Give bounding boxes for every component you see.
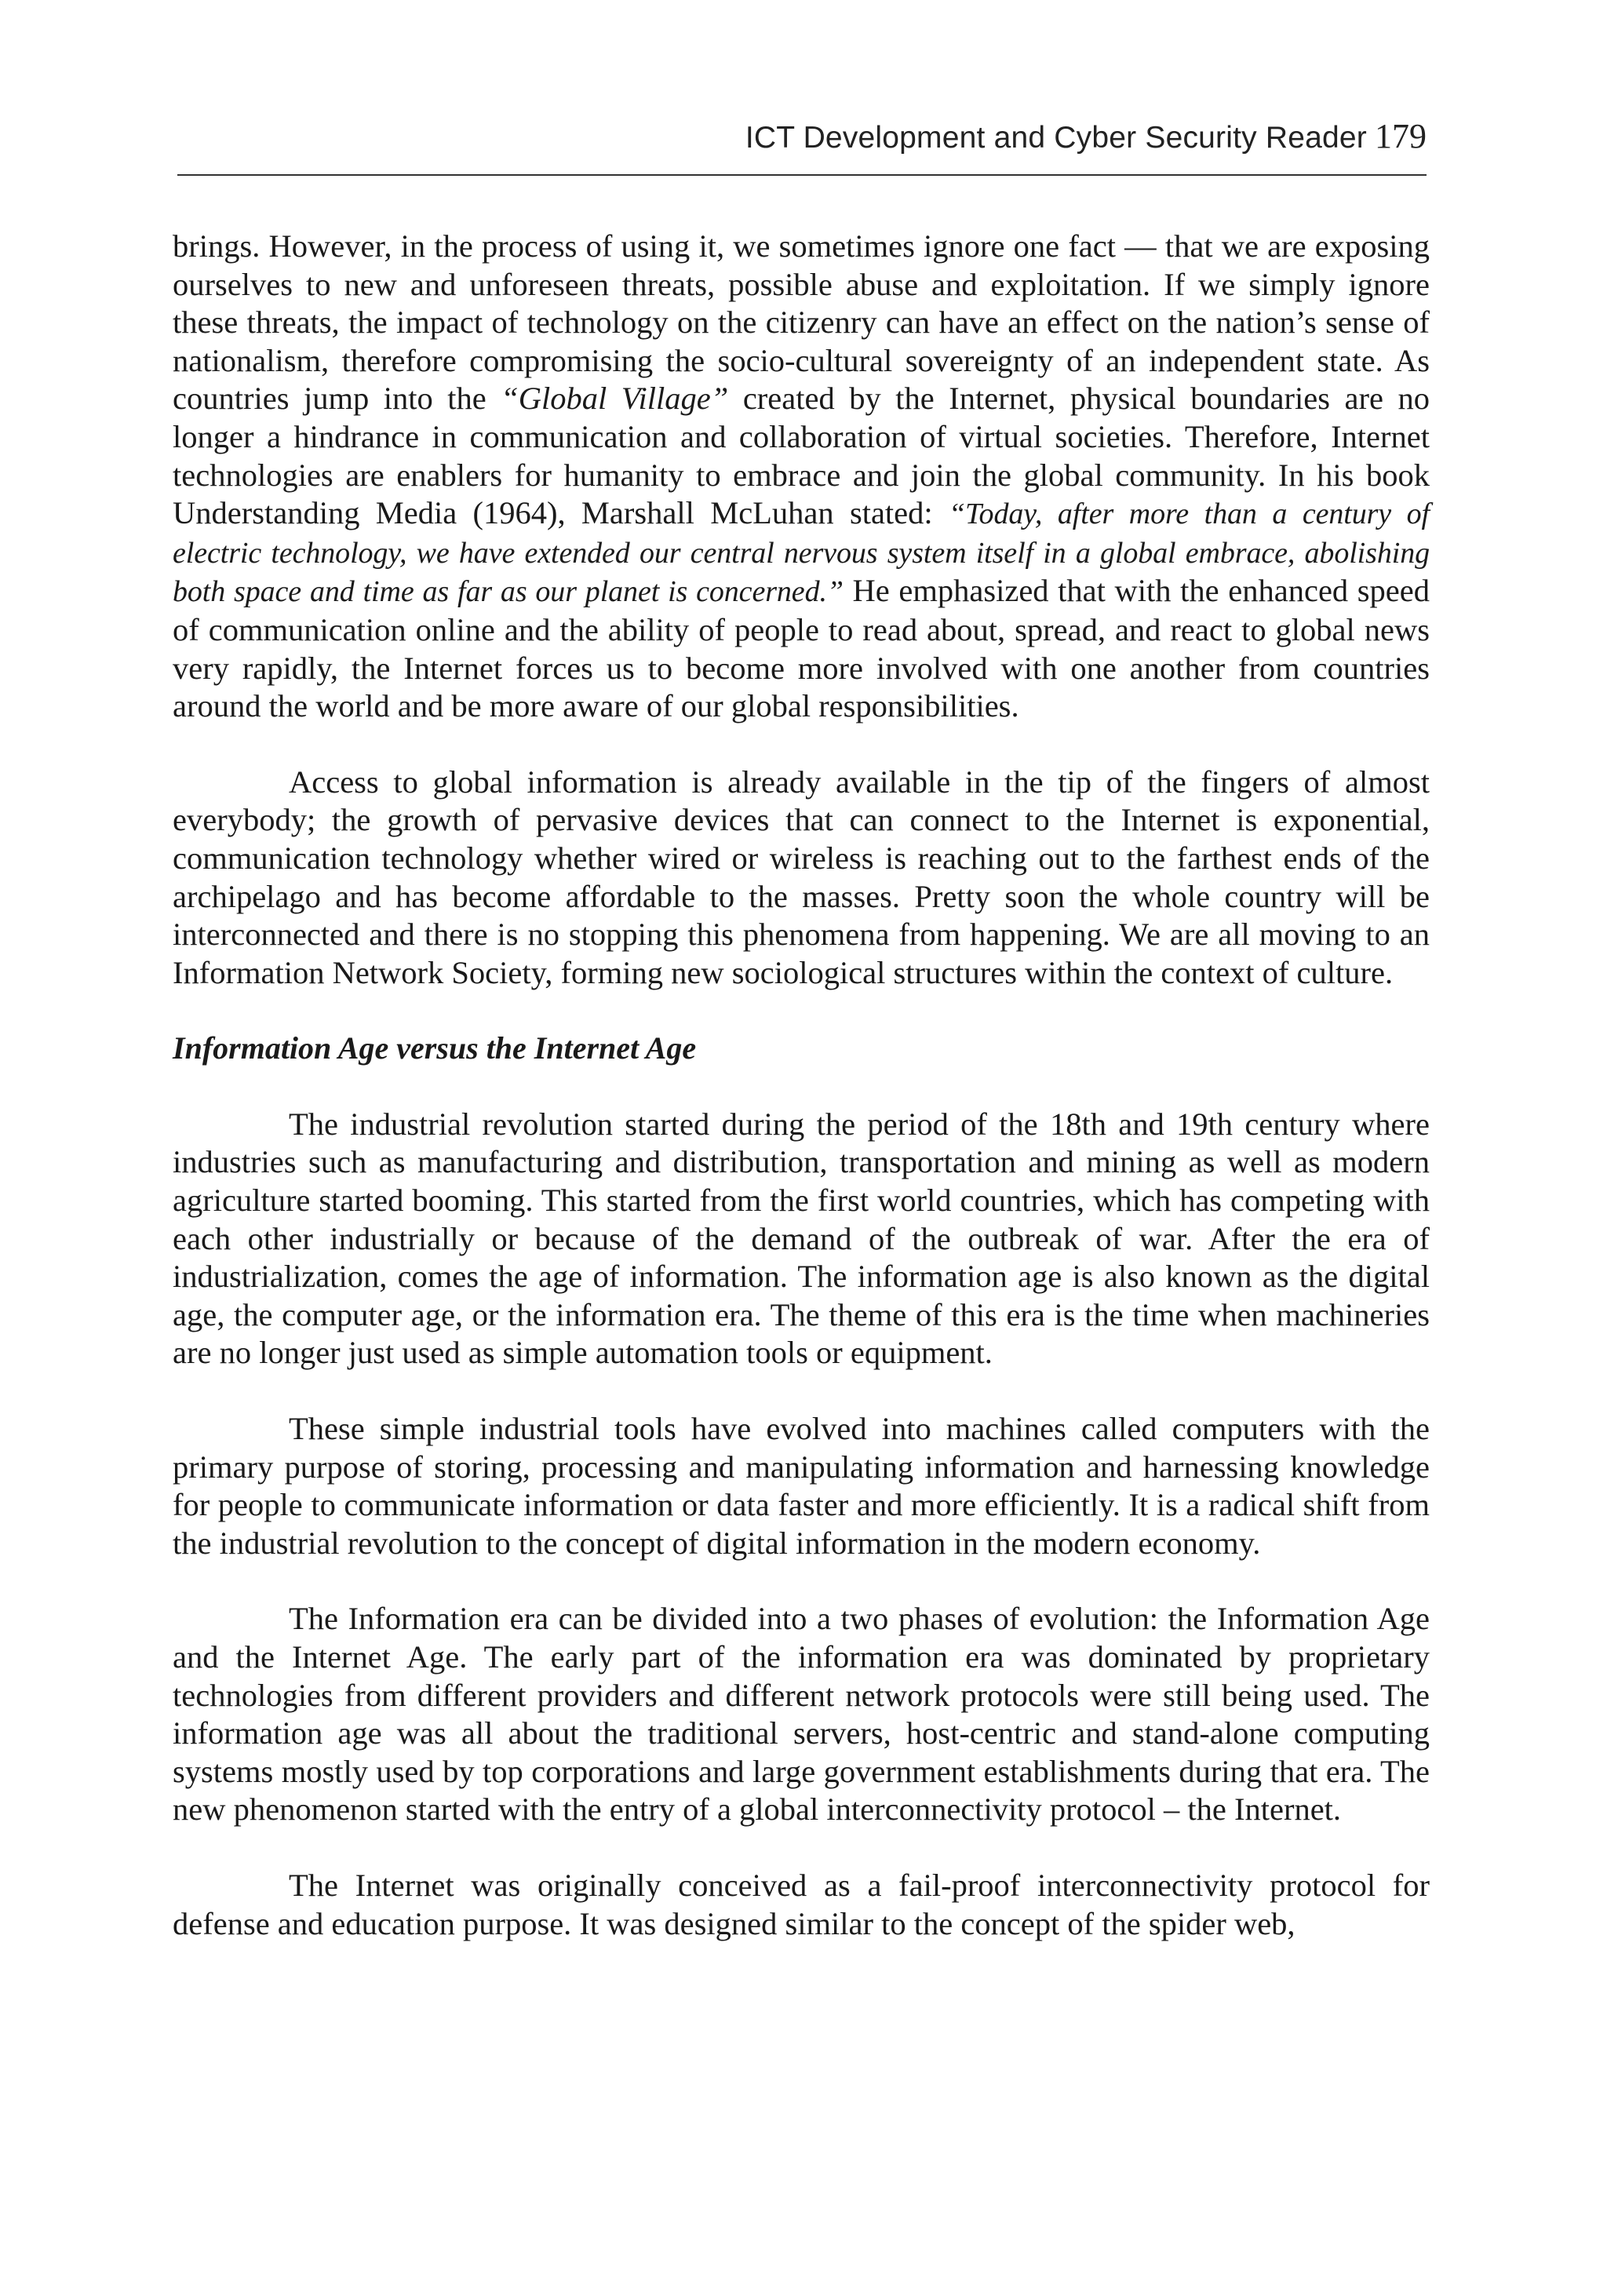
paragraph-industrial-revolution: The industrial revolution started during the period of the 18th and 19th century where industries such as manufacturing and distribution, transportation and mining as well as modern agriculture started booming. This started from the first world countries, which has competing with each other industrially or because of the demand of the outbreak of war. After the era of industrialization, comes the age of information. The information age is also known as the digital age, the computer age, or the information era. The theme of this era is the time when machineries are no longer just used as simple automation tools or equipment. bbox=[173, 1106, 1430, 1371]
paragraph-industrial-tools: These simple industrial tools have evolved into machines called computers with the primary purpose of storing, processing and manipulating information and harnessing knowledge for people to communicate information or data faster and more efficiently. It is a radical shift from the industrial revolution to the concept of digital information in the modern economy. bbox=[173, 1411, 1430, 1561]
paragraph-text: brings. However, in the process of using it, we sometimes ignore one fact — that we are exposing ourselves to new and unforeseen threats, possible abuse and exploitation. If we simply ignore these threats, the impact of technology on the citizenry can have an effect on the nation’s sense of nationalism, therefore compromising the socio-cultural sovereignty of an independent state. As countries jump into the bbox=[173, 228, 1430, 417]
header-divider bbox=[177, 174, 1427, 176]
page-number: 179 bbox=[1375, 117, 1427, 155]
running-header bbox=[177, 116, 1427, 154]
body-text bbox=[173, 228, 1430, 1981]
header-title: ICT Development and Cyber Security Reader bbox=[745, 121, 1367, 155]
paragraph-internet-origin: The Internet was originally conceived as a fail-proof interconnectivity protocol for defense and education purpose. It was designed similar to the concept of the spider web, bbox=[173, 1867, 1430, 1941]
global-village-term: “Global Village” bbox=[501, 381, 729, 417]
paragraph-text: created by the Internet, physical boundaries are no longer a hindrance in communication and collaboration of virtual societies. Therefore, Internet technologies are enablers for humanity to embrace and join the global community. In his book Understanding Media (1964), Marshall McLuhan stated: bbox=[173, 381, 1430, 531]
section-heading: Information Age versus the Internet Age bbox=[173, 1030, 697, 1066]
paragraph-global-information: Access to global information is already available in the tip of the fingers of almost everybody; the growth of pervasive devices that can connect to the Internet is exponential, communication technology whether wired or wireless is reaching out to the farthest ends of the archipelago and has become affordable to the masses. Pretty soon the whole country will be interconnected and there is no stopping this phenomena from happening. We are all moving to an Information Network Society, forming new sociological structures within the context of culture. bbox=[173, 764, 1430, 990]
paragraph-text: He emphasized that with the enhanced speed of communication online and the ability of people to read about, spread, and react to global news very rapidly, the Internet forces us to become more involved with one another from countries around the world and be more aware of our global responsibilities. bbox=[173, 573, 1430, 724]
paragraph-information-era: The Information era can be divided into a two phases of evolution: the Information Age and the Internet Age. The early part of the information era was dominated by proprietary technologies from different providers and different network protocols were still being used. The information age was all about the traditional servers, host-centric and stand-alone computing systems mostly used by top corporations and large government establishments during that era. The new phenomenon started with the entry of a global interconnectivity protocol – the Internet. bbox=[173, 1601, 1430, 1828]
mcluhan-quote: “Today, after more than a century of electric technology, we have extended our central nervous system itself in a global embrace, abolishing both space and time as far as our planet is concerned.” bbox=[173, 497, 1430, 609]
paragraph-continued bbox=[173, 228, 1430, 726]
